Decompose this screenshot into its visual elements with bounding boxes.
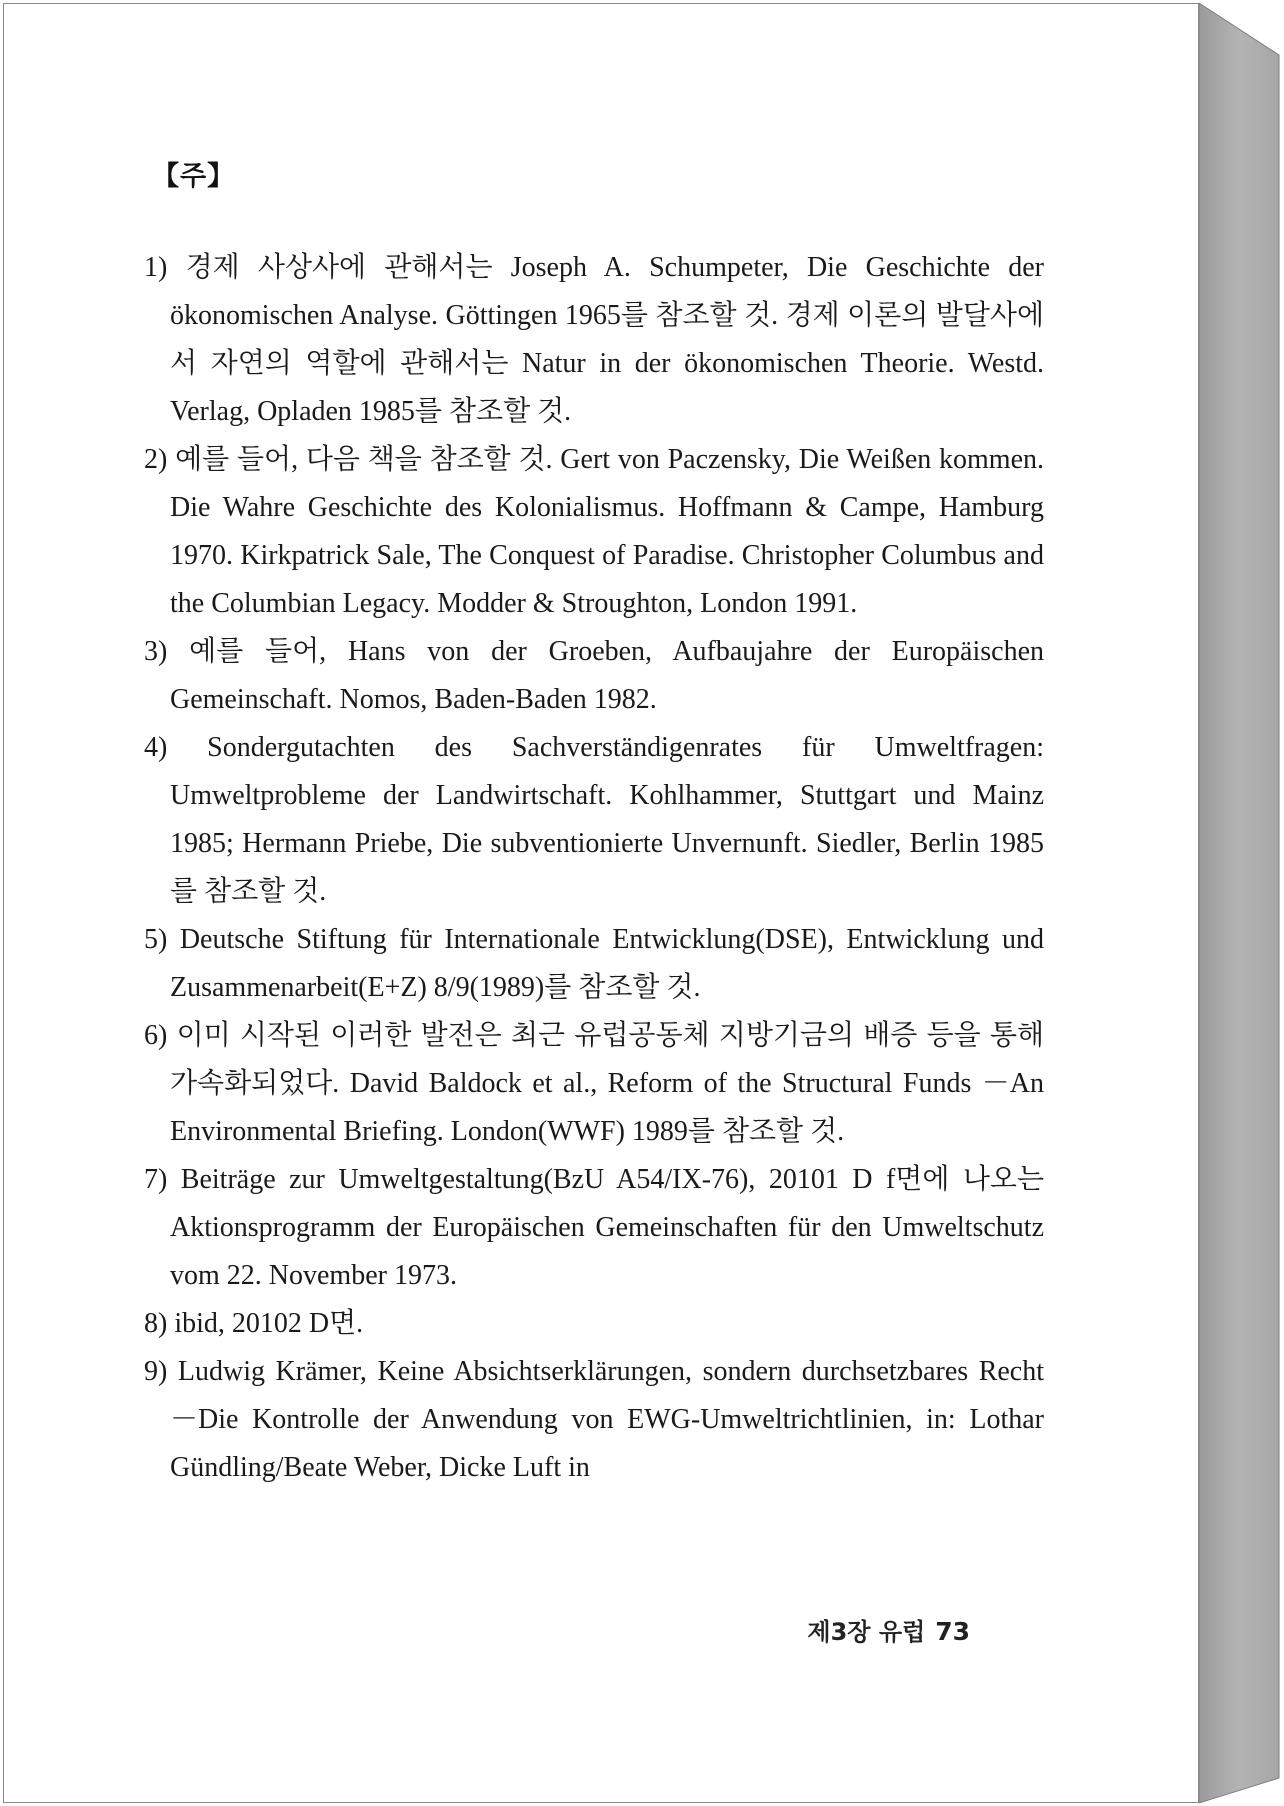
note-number: 7)	[144, 1164, 168, 1195]
book-spine-edge	[1199, 0, 1284, 1806]
note-text: 이미 시작된 이러한 발전은 최근 유럽공동체 지방기금의 배증 등을 통해 가속화되었다. David Baldock et al., Reform of the Structural Funds －An Environmental Briefing. London(WWF) 1989를 참조할 것.	[170, 1020, 1044, 1147]
note-text: Deutsche Stiftung für Internationale Entwicklung(DSE), Entwicklung und Zusammenarbeit(E+Z) 8/9(1989)를 참조할 것.	[170, 924, 1045, 1003]
note-text: 경제 사상사에 관해서는 Joseph A. Schumpeter, Die Geschichte der ökonomischen Analyse. Göttingen 1965를 참조할 것. 경제 이론의 발달사에서 자연의 역할에 관해서는 Natur in der ökonomischen Theorie. Westd. Verlag, Opladen 1985를 참조할 것.	[170, 252, 1044, 427]
notes-heading: 【주】	[152, 161, 236, 192]
note-item	[144, 436, 1044, 628]
note-item	[144, 1348, 1044, 1492]
note-text: Sondergutachten des Sachverständigenrates für Umweltfragen: Umweltprobleme der Landwirtschaft. Kohlhammer, Stuttgart und Mainz 1985; Hermann Priebe, Die subventionierte Unvernunft. Siedler, Berlin 1985를 참조할 것.	[170, 732, 1045, 907]
note-number: 9)	[144, 1356, 168, 1387]
note-number: 4)	[144, 732, 168, 763]
note-number: 6)	[144, 1020, 168, 1051]
note-text: 예를 들어, 다음 책을 참조할 것. Gert von Paczensky, Die Weißen kommen. Die Wahre Geschichte des Kolonialismus. Hoffmann & Campe, Hamburg 1970. Kirkpatrick Sale, The Conquest of Paradise. Christopher Columbus and the Columbian Legacy. Modder & Stroughton, London 1991.	[170, 444, 1045, 619]
note-item	[144, 916, 1044, 1012]
note-number: 2)	[144, 444, 168, 475]
note-item	[144, 1156, 1044, 1300]
note-item	[144, 724, 1044, 916]
note-number: 8)	[144, 1308, 168, 1339]
note-number: 3)	[144, 636, 168, 667]
chapter-label: 제3장 유럽	[807, 1618, 926, 1646]
book-edge-graphic	[1199, 0, 1284, 1806]
note-text: ibid, 20102 D면.	[174, 1308, 364, 1339]
note-item	[144, 244, 1044, 436]
notes-list	[144, 244, 1044, 1492]
note-item	[144, 628, 1044, 724]
page-number: 73	[935, 1617, 970, 1646]
note-item	[144, 1300, 1044, 1348]
page-footer	[807, 1612, 970, 1647]
note-number: 5)	[144, 924, 168, 955]
note-number: 1)	[144, 252, 168, 283]
page	[3, 3, 1199, 1803]
note-item	[144, 1012, 1044, 1156]
note-text: Beiträge zur Umweltgestaltung(BzU A54/IX-76), 20101 D f면에 나오는 Aktionsprogramm der Europäischen Gemeinschaften für den Umweltschutz vom 22. November 1973.	[170, 1164, 1044, 1291]
note-text: Ludwig Krämer, Keine Absichtserklärungen, sondern durchsetzbares Recht－Die Kontrolle der Anwendung von EWG-Umweltrichtlinien, in: Lothar Gündling/Beate Weber, Dicke Luft in	[170, 1356, 1045, 1483]
note-text: 예를 들어, Hans von der Groeben, Aufbaujahre der Europäischen Gemeinschaft. Nomos, Baden-Baden 1982.	[170, 636, 1045, 715]
